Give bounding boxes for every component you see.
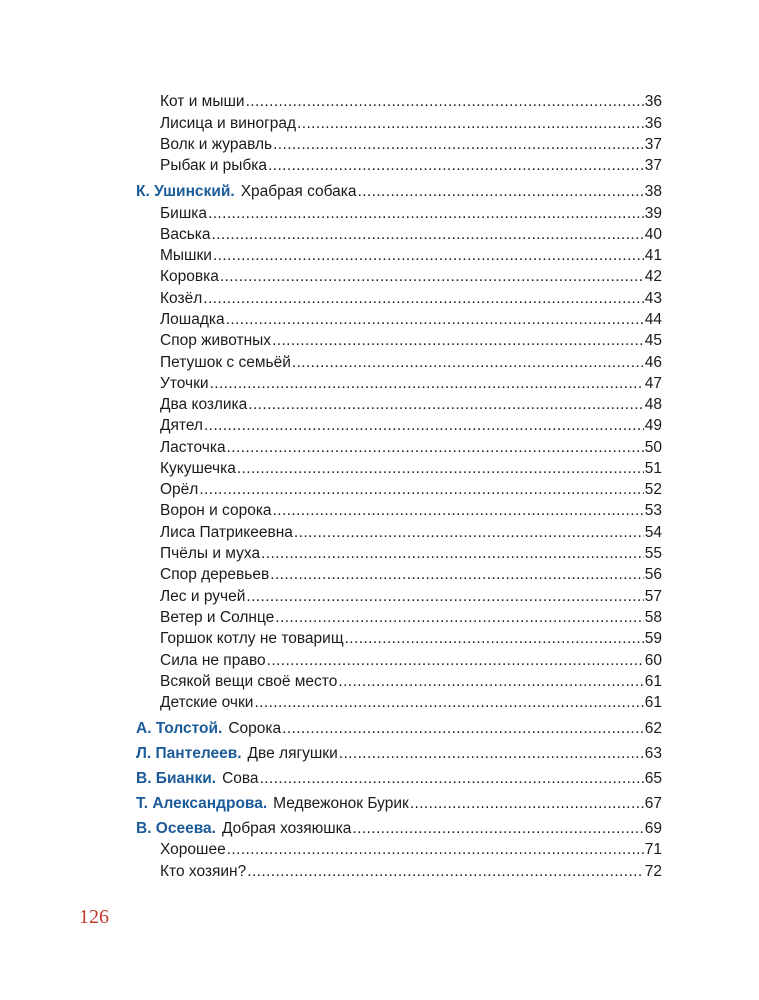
entry-title: Добрая хозяюшка [221, 820, 352, 837]
entry-title: Ворон и сорока [160, 502, 272, 519]
entry-title: Детские очки [160, 694, 254, 711]
entry-title: Спор деревьев [160, 566, 270, 583]
dot-leader [246, 91, 644, 113]
toc-entry [160, 203, 662, 225]
toc-entry [160, 155, 662, 177]
entry-title: Козёл [160, 290, 203, 307]
dot-leader [339, 743, 644, 765]
dot-leader [199, 479, 643, 501]
toc-entry [160, 671, 662, 693]
entry-title: Васька [160, 226, 211, 243]
entry-title: Дятел [160, 417, 203, 434]
entry-page: 58 [644, 609, 662, 626]
toc-author-entry [136, 793, 662, 815]
dot-leader [227, 839, 644, 861]
toc-entry [160, 288, 662, 310]
entry-title: Кот и мыши [160, 93, 245, 110]
author-name: В. Бианки. [136, 770, 217, 787]
dot-leader [297, 113, 644, 135]
entry-title: Сова [222, 770, 259, 787]
entry-page: 48 [644, 396, 662, 413]
toc-entry [160, 330, 662, 352]
dot-leader [273, 500, 644, 522]
entry-page: 45 [644, 332, 662, 349]
entry-title: Два козлика [160, 396, 248, 413]
dot-leader [246, 586, 643, 608]
entry-page: 57 [644, 588, 662, 605]
dot-leader [292, 352, 644, 374]
entry-page: 49 [644, 417, 662, 434]
entry-title: Уточки [160, 375, 209, 392]
dot-leader [204, 415, 644, 437]
entry-title: Лиса Патрикеевна [160, 524, 293, 541]
toc-entry [160, 415, 662, 437]
entry-page: 40 [644, 226, 662, 243]
dot-leader [345, 628, 644, 650]
toc-author-entry [136, 818, 662, 840]
toc-entry [160, 224, 662, 246]
dot-leader [261, 543, 644, 565]
toc-entry [160, 113, 662, 135]
dot-leader [270, 564, 644, 586]
entry-page: 47 [644, 375, 662, 392]
entry-title: Рыбак и рыбка [160, 157, 268, 174]
author-name: В. Осеева. [136, 820, 216, 837]
dot-leader [237, 458, 644, 480]
entry-page: 72 [644, 863, 662, 880]
entry-title: Лисица и виноград [160, 115, 297, 132]
toc-entry [160, 245, 662, 267]
author-name: Т. Александрова. [136, 795, 268, 812]
toc-entry [160, 266, 662, 288]
entry-title: Ветер и Солнце [160, 609, 275, 626]
dot-leader [254, 692, 643, 714]
dot-leader [226, 309, 644, 331]
dot-leader [358, 181, 644, 203]
dot-leader [410, 793, 644, 815]
toc-entry [160, 650, 662, 672]
toc-entry [160, 692, 662, 714]
toc-entry [160, 352, 662, 374]
toc-entry [160, 500, 662, 522]
entry-title: Всякой вещи своё место [160, 673, 338, 690]
entry-title: Бишка [160, 205, 208, 222]
entry-title: Мышки [160, 247, 212, 264]
toc-entry [160, 134, 662, 156]
toc-entry [160, 373, 662, 395]
toc-author-entry [136, 181, 662, 203]
toc-entry [160, 437, 662, 459]
toc-entry [160, 543, 662, 565]
dot-leader [212, 224, 644, 246]
dot-leader [352, 818, 643, 840]
entry-page: 41 [644, 247, 662, 264]
entry-title: Кто хозяин? [160, 863, 247, 880]
dot-leader [273, 134, 644, 156]
entry-page: 60 [644, 652, 662, 669]
entry-page: 51 [644, 460, 662, 477]
toc-entry [160, 564, 662, 586]
dot-leader [282, 718, 644, 740]
entry-title: Хорошее [160, 841, 226, 858]
entry-page: 67 [644, 795, 662, 812]
entry-page: 37 [644, 136, 662, 153]
entry-page: 53 [644, 502, 662, 519]
entry-title: Горшок котлу не товарищ [160, 630, 344, 647]
entry-page: 54 [644, 524, 662, 541]
dot-leader [203, 288, 644, 310]
toc-entry [160, 607, 662, 629]
dot-leader [275, 607, 643, 629]
toc-entry [160, 861, 662, 883]
page-number: 126 [79, 906, 109, 928]
entry-title: Волк и журавль [160, 136, 273, 153]
entry-title: Сорока [228, 720, 282, 737]
dot-leader [208, 203, 644, 225]
toc-author-entry [136, 718, 662, 740]
entry-title: Орёл [160, 481, 199, 498]
entry-page: 39 [644, 205, 662, 222]
entry-page: 43 [644, 290, 662, 307]
dot-leader [213, 245, 644, 267]
toc-entry [160, 309, 662, 331]
entry-page: 65 [644, 770, 662, 787]
entry-page: 52 [644, 481, 662, 498]
entry-title: Медвежонок Бурик [273, 795, 409, 812]
entry-page: 50 [644, 439, 662, 456]
entry-page: 61 [644, 673, 662, 690]
entry-page: 56 [644, 566, 662, 583]
dot-leader [272, 330, 644, 352]
entry-page: 38 [644, 183, 662, 200]
entry-title: Храбрая собака [240, 183, 357, 200]
entry-title: Лошадка [160, 311, 225, 328]
entry-title: Сила не право [160, 652, 266, 669]
entry-page: 59 [644, 630, 662, 647]
toc-author-entry [136, 768, 662, 790]
entry-page: 37 [644, 157, 662, 174]
author-name: Л. Пантелеев. [136, 745, 242, 762]
entry-page: 42 [644, 268, 662, 285]
entry-title: Петушок с семьёй [160, 354, 291, 371]
toc-entry [160, 628, 662, 650]
entry-page: 69 [644, 820, 662, 837]
entry-title: Пчёлы и муха [160, 545, 261, 562]
entry-page: 61 [644, 694, 662, 711]
dot-leader [338, 671, 643, 693]
toc-entry [160, 458, 662, 480]
toc-entry [160, 586, 662, 608]
entry-page: 71 [644, 841, 662, 858]
dot-leader [294, 522, 644, 544]
entry-page: 62 [644, 720, 662, 737]
entry-page: 44 [644, 311, 662, 328]
toc-entry [160, 394, 662, 416]
dot-leader [260, 768, 644, 790]
dot-leader [248, 394, 643, 416]
toc-entry [160, 839, 662, 861]
entry-page: 63 [644, 745, 662, 762]
entry-title: Лес и ручей [160, 588, 246, 605]
dot-leader [227, 437, 644, 459]
toc-entry [160, 91, 662, 113]
dot-leader [210, 373, 644, 395]
author-name: К. Ушинский. [136, 183, 235, 200]
entry-page: 36 [644, 115, 662, 132]
entry-title: Коровка [160, 268, 219, 285]
author-name: А. Толстой. [136, 720, 223, 737]
dot-leader [247, 861, 644, 883]
entry-title: Спор животных [160, 332, 272, 349]
entry-title: Ласточка [160, 439, 226, 456]
toc-entry [160, 522, 662, 544]
entry-title: Две лягушки [247, 745, 338, 762]
entry-title: Кукушечка [160, 460, 236, 477]
dot-leader [220, 266, 644, 288]
toc-entry [160, 479, 662, 501]
entry-page: 36 [644, 93, 662, 110]
dot-leader [267, 650, 644, 672]
entry-page: 46 [644, 354, 662, 371]
toc-author-entry [136, 743, 662, 765]
dot-leader [268, 155, 644, 177]
entry-page: 55 [644, 545, 662, 562]
